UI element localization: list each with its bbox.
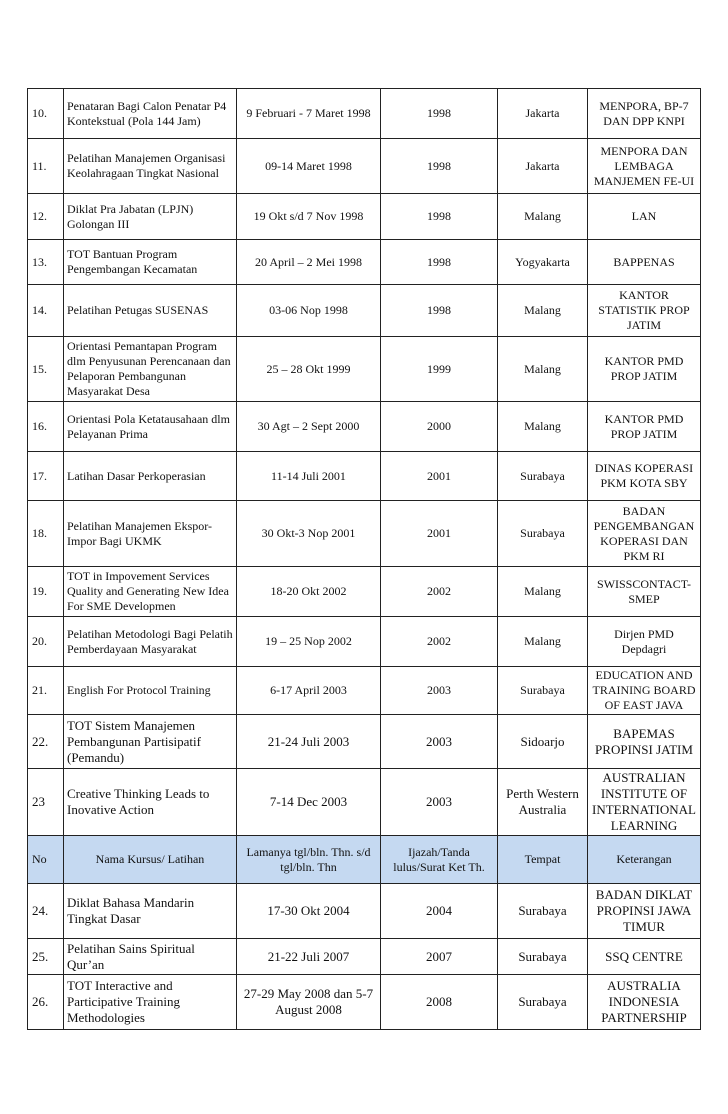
course-name: Orientasi Pola Ketatausahaan dlm Pelayanan Prima — [64, 402, 237, 452]
course-date: 30 Okt-3 Nop 2001 — [237, 501, 381, 567]
course-note: BADAN PENGEMBANGAN KOPERASI DAN PKM RI — [588, 501, 701, 567]
table-row — [28, 567, 701, 617]
course-name: Orientasi Pemantapan Program dlm Penyusunan Perencanaan dan Pelaporan Pembangunan Masyarakat Desa — [64, 337, 237, 402]
course-year: 1998 — [381, 89, 498, 139]
course-date: 03-06 Nop 1998 — [237, 285, 381, 337]
course-note: KANTOR PMD PROP JATIM — [588, 402, 701, 452]
course-year: 2000 — [381, 402, 498, 452]
course-year: 1998 — [381, 285, 498, 337]
course-date: 18-20 Okt 2002 — [237, 567, 381, 617]
row-number: 13. — [28, 240, 64, 285]
row-number: 14. — [28, 285, 64, 337]
course-year: 2002 — [381, 567, 498, 617]
table-row — [28, 240, 701, 285]
table-row — [28, 194, 701, 240]
course-date: 9 Februari - 7 Maret 1998 — [237, 89, 381, 139]
course-year: 2001 — [381, 501, 498, 567]
course-place: Jakarta — [498, 139, 588, 194]
header-note: Keterangan — [588, 836, 701, 884]
course-note: Dirjen PMD Depdagri — [588, 617, 701, 667]
course-place: Malang — [498, 337, 588, 402]
course-note: KANTOR PMD PROP JATIM — [588, 337, 701, 402]
row-number: 23 — [28, 769, 64, 836]
course-name: Pelatihan Metodologi Bagi Pelatih Pemberdayaan Masyarakat — [64, 617, 237, 667]
course-note: BAPEMAS PROPINSI JATIM — [588, 715, 701, 769]
course-date: 6-17 April 2003 — [237, 667, 381, 715]
course-year: 2007 — [381, 939, 498, 975]
table-row — [28, 939, 701, 975]
course-note: BADAN DIKLAT PROPINSI JAWA TIMUR — [588, 884, 701, 939]
course-name: Penataran Bagi Calon Penatar P4 Kontekstual (Pola 144 Jam) — [64, 89, 237, 139]
course-name: Diklat Pra Jabatan (LPJN) Golongan III — [64, 194, 237, 240]
course-place: Malang — [498, 402, 588, 452]
course-year: 2003 — [381, 715, 498, 769]
table-row — [28, 337, 701, 402]
course-name: English For Protocol Training — [64, 667, 237, 715]
course-name: Pelatihan Sains Spiritual Qur’an — [64, 939, 237, 975]
course-place: Surabaya — [498, 884, 588, 939]
course-date: 27-29 May 2008 dan 5-7 August 2008 — [237, 975, 381, 1030]
course-year: 2003 — [381, 667, 498, 715]
course-date: 21-24 Juli 2003 — [237, 715, 381, 769]
header-duration: Lamanya tgl/bln. Thn. s/d tgl/bln. Thn — [237, 836, 381, 884]
table-row — [28, 884, 701, 939]
course-year: 1998 — [381, 240, 498, 285]
course-year: 1999 — [381, 337, 498, 402]
row-number: 25. — [28, 939, 64, 975]
table-row — [28, 769, 701, 836]
header-course-name: Nama Kursus/ Latihan — [64, 836, 237, 884]
course-year: 2001 — [381, 452, 498, 501]
row-number: 20. — [28, 617, 64, 667]
row-number: 24. — [28, 884, 64, 939]
course-name: Pelatihan Manajemen Organisasi Keolahragaan Tingkat Nasional — [64, 139, 237, 194]
course-date: 20 April – 2 Mei 1998 — [237, 240, 381, 285]
course-year: 2008 — [381, 975, 498, 1030]
row-number: 12. — [28, 194, 64, 240]
course-note: LAN — [588, 194, 701, 240]
course-name: TOT Sistem Manajemen Pembangunan Partisipatif (Pemandu) — [64, 715, 237, 769]
course-note: KANTOR STATISTIK PROP JATIM — [588, 285, 701, 337]
course-date: 09-14 Maret 1998 — [237, 139, 381, 194]
course-note: SSQ CENTRE — [588, 939, 701, 975]
course-name: TOT Interactive and Participative Training Methodologies — [64, 975, 237, 1030]
table-row — [28, 667, 701, 715]
course-name: TOT in Impovement Services Quality and Generating New Idea For SME Developmen — [64, 567, 237, 617]
course-date: 25 – 28 Okt 1999 — [237, 337, 381, 402]
course-name: Pelatihan Petugas SUSENAS — [64, 285, 237, 337]
course-place: Yogyakarta — [498, 240, 588, 285]
course-year: 2004 — [381, 884, 498, 939]
course-name: Creative Thinking Leads to Inovative Action — [64, 769, 237, 836]
course-name: Diklat Bahasa Mandarin Tingkat Dasar — [64, 884, 237, 939]
course-date: 17-30 Okt 2004 — [237, 884, 381, 939]
course-date: 11-14 Juli 2001 — [237, 452, 381, 501]
course-year: 2002 — [381, 617, 498, 667]
course-note: DINAS KOPERASI PKM KOTA SBY — [588, 452, 701, 501]
header-place: Tempat — [498, 836, 588, 884]
table-header-row — [28, 836, 701, 884]
table-row — [28, 89, 701, 139]
table-row — [28, 715, 701, 769]
course-year: 1998 — [381, 139, 498, 194]
course-name: TOT Bantuan Program Pengembangan Kecamatan — [64, 240, 237, 285]
row-number: 26. — [28, 975, 64, 1030]
table-row — [28, 402, 701, 452]
row-number: 17. — [28, 452, 64, 501]
course-place: Surabaya — [498, 975, 588, 1030]
course-year: 1998 — [381, 194, 498, 240]
course-place: Surabaya — [498, 939, 588, 975]
course-date: 21-22 Juli 2007 — [237, 939, 381, 975]
header-certificate: Ijazah/Tanda lulus/Surat Ket Th. — [381, 836, 498, 884]
row-number: 15. — [28, 337, 64, 402]
row-number: 10. — [28, 89, 64, 139]
course-place: Malang — [498, 567, 588, 617]
table-row — [28, 975, 701, 1030]
course-date: 19 Okt s/d 7 Nov 1998 — [237, 194, 381, 240]
course-year: 2003 — [381, 769, 498, 836]
course-place: Surabaya — [498, 501, 588, 567]
course-place: Surabaya — [498, 452, 588, 501]
course-note: EDUCATION AND TRAINING BOARD OF EAST JAVA — [588, 667, 701, 715]
course-note: MENPORA DAN LEMBAGA MANJEMEN FE-UI — [588, 139, 701, 194]
course-place: Malang — [498, 617, 588, 667]
table-row — [28, 285, 701, 337]
course-place: Sidoarjo — [498, 715, 588, 769]
row-number: 11. — [28, 139, 64, 194]
course-name: Latihan Dasar Perkoperasian — [64, 452, 237, 501]
course-note: BAPPENAS — [588, 240, 701, 285]
header-no: No — [28, 836, 64, 884]
course-name: Pelatihan Manajemen Ekspor-Impor Bagi UKMK — [64, 501, 237, 567]
course-place: Perth Western Australia — [498, 769, 588, 836]
course-place: Malang — [498, 285, 588, 337]
training-history-table — [27, 88, 701, 1030]
table-row — [28, 501, 701, 567]
course-date: 7-14 Dec 2003 — [237, 769, 381, 836]
row-number: 21. — [28, 667, 64, 715]
course-date: 19 – 25 Nop 2002 — [237, 617, 381, 667]
row-number: 19. — [28, 567, 64, 617]
course-note: MENPORA, BP-7 DAN DPP KNPI — [588, 89, 701, 139]
table-row — [28, 139, 701, 194]
row-number: 16. — [28, 402, 64, 452]
row-number: 22. — [28, 715, 64, 769]
course-note: AUSTRALIA INDONESIA PARTNERSHIP — [588, 975, 701, 1030]
course-place: Jakarta — [498, 89, 588, 139]
course-place: Malang — [498, 194, 588, 240]
course-note: SWISSCONTACT-SMEP — [588, 567, 701, 617]
row-number: 18. — [28, 501, 64, 567]
course-note: AUSTRALIAN INSTITUTE OF INTERNATIONAL LEARNING — [588, 769, 701, 836]
course-place: Surabaya — [498, 667, 588, 715]
course-date: 30 Agt – 2 Sept 2000 — [237, 402, 381, 452]
table-row — [28, 452, 701, 501]
table-row — [28, 617, 701, 667]
